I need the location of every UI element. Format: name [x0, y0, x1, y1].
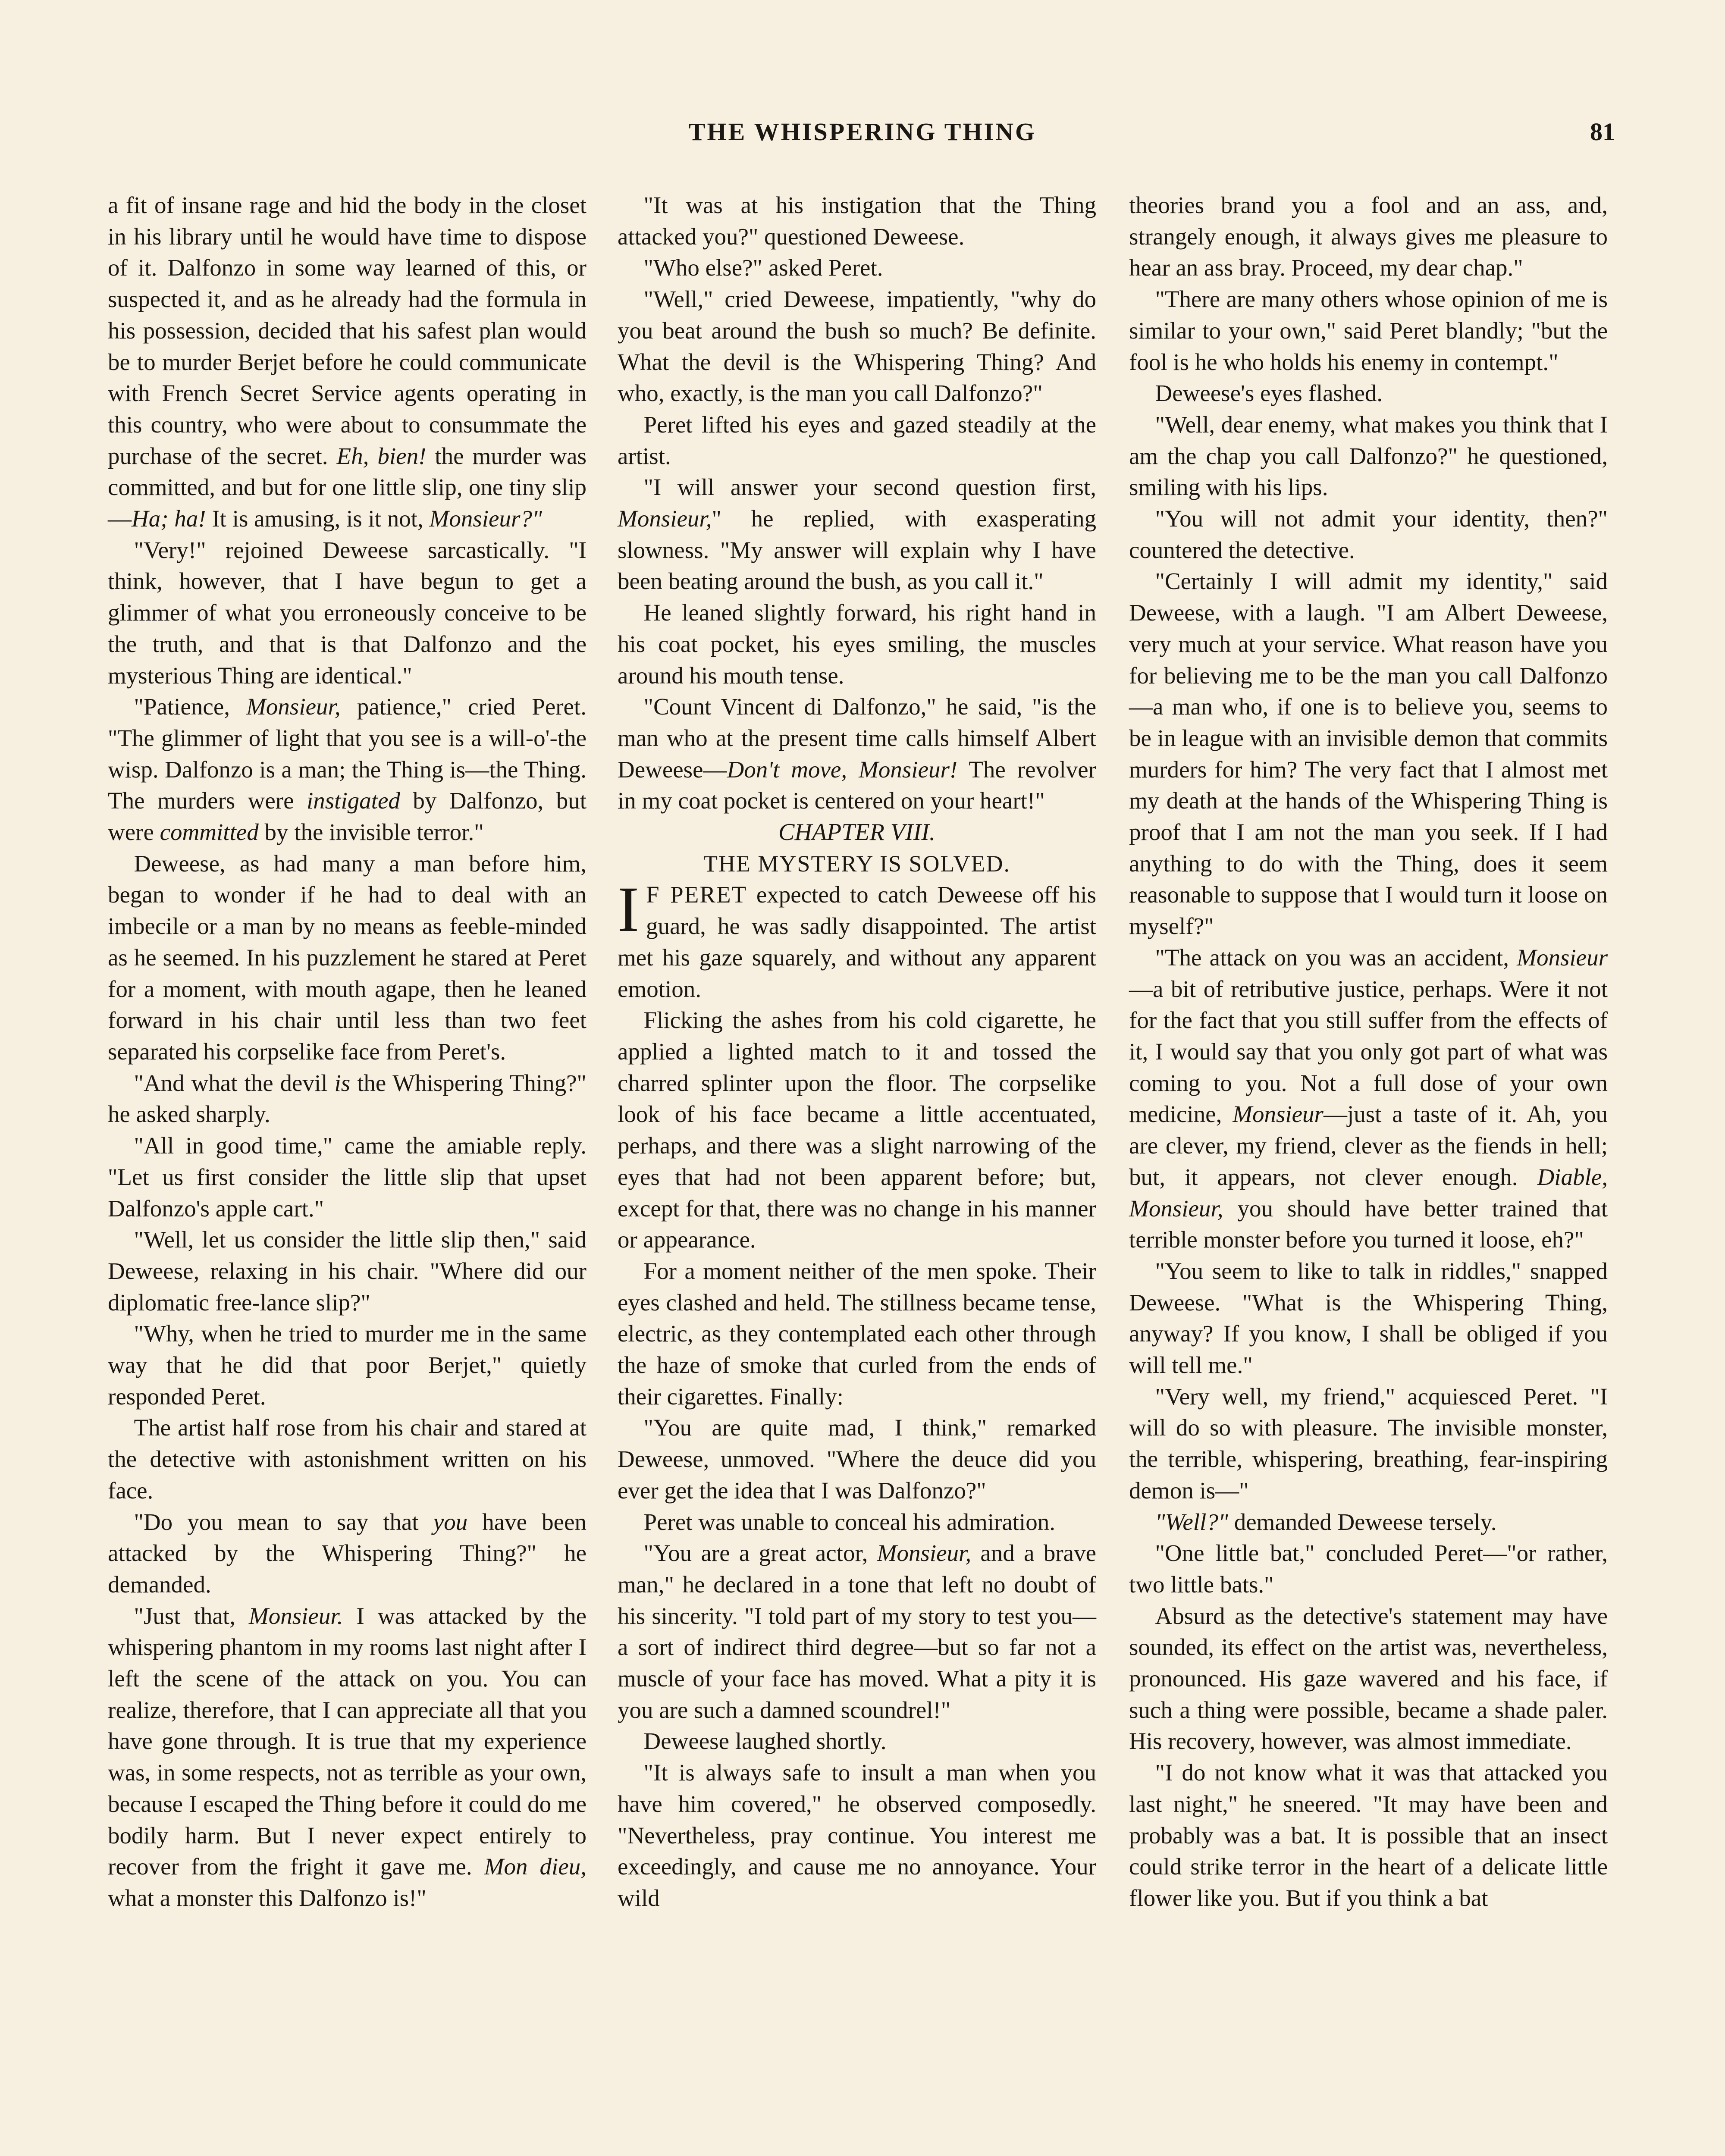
paragraph: Deweese laughed shortly.	[643, 1728, 887, 1755]
paragraph: For a moment neither of the men spoke. Their eyes clashed and held. The stillness became tense, electric, as they contemplated each other through the haze of smoke that curled from the ends of their cigarettes. Finally:	[618, 1257, 1096, 1410]
chapter-title: THE MYSTERY IS SOLVED.	[703, 850, 1011, 877]
paragraph: The artist half rose from his chair and stared at the detective with astonishment written on his face.	[108, 1414, 586, 1504]
paragraph: "You will not admit your identity, then?" countered the detective.	[1129, 505, 1608, 563]
paragraph: a fit of insane rage and hid the body in the closet in his library until he would have time to dispose of it. Dalfonzo in some way learned of this, or suspected it, and as he already had the formula in his possession, decided that his safest plan would be to murder Berjet before he could communicate with French Secret Service agents operating in this country, who were about to consummate the purchase of the secret. Eh, bien! the murder was committed, and but for one little slip, one tiny slip—Ha; ha! It is amusing, is it not, Monsieur?"	[108, 192, 586, 532]
paragraph: "Why, when he tried to murder me in the same way that he did that poor Berjet," quietly responded Peret.	[108, 1320, 586, 1410]
paragraph: "Certainly I will admit my identity," said Deweese, with a laugh. "I am Albert Deweese, very much at your service. What reason have you for believing me to be the man you call Dalfonzo—a man who, if one is to believe you, seems to be in league with an invisible demon that commits murders for him? The very fact that I almost met my death at the hands of the Whispering Thing is proof that I am not the man you seek. If I had anything to do with the Thing, does it seem reasonable to suppose that I would turn it loose on myself?"	[1129, 568, 1608, 940]
drop-cap: I	[618, 874, 639, 946]
paragraph: I F PERET expected to catch Deweese off his guard, he was sadly disappointed. The artist met his gaze squarely, and without any apparent emotion.	[618, 874, 1096, 1002]
paragraph: "I do not know what it was that attacked you last night," he sneered. "It may have been and probably was a bat. It is possible that an insect could strike terror in the heart of a delicate little flower like you. But if you think a bat	[1129, 1759, 1608, 1911]
paragraph: "Who else?" asked Peret.	[643, 254, 883, 281]
paragraph: "You are a great actor, Monsieur, and a brave man," he declared in a tone that left no doubt of his sincerity. "I told part of my story to test you—a sort of indirect third degree—but so far not a muscle of your face has moved. What a pity it is you are such a damned scoundrel!"	[618, 1540, 1097, 1723]
paragraph: "The attack on you was an accident, Monsieur—a bit of retributive justice, perhaps. Were it not for the fact that you still suffer from the effects of it, I would say that you only got part of what was coming to you. Not a full dose of your own medicine, Monsieur—just a taste of it. Ah, you are clever, my friend, clever as the fiends in hell; but, it appears, not clever enough. Diable, Monsieur, you should have better trained that terrible monster before you turned it loose, eh?"	[1129, 944, 1608, 1253]
paragraph: "Well, dear enemy, what makes you think that I am the chap you call Dalfonzo?" he questioned, smiling with his lips.	[1129, 411, 1608, 501]
paragraph: "Do you mean to say that you have been attacked by the Whispering Thing?" he demanded.	[108, 1508, 586, 1598]
paragraph: "And what the devil is the Whispering Thing?" he asked sharply.	[108, 1069, 586, 1128]
paragraph: He leaned slightly forward, his right hand in his coat pocket, his eyes smiling, the muscles around his mouth tense.	[618, 599, 1096, 689]
paragraph: "Count Vincent di Dalfonzo," he said, "is the man who at the present time calls himself Albert Deweese—Don't move, Monsieur! The revolver in my coat pocket is centered on your heart!"	[618, 693, 1096, 814]
text-column-3	[1129, 190, 1608, 1914]
paragraph: "Well, let us consider the little slip then," said Deweese, relaxing in his chair. "Where did our diplomatic free-lance slip?"	[108, 1226, 586, 1316]
paragraph: theories brand you a fool and an ass, and, strangely enough, it always gives me pleasure to hear an ass bray. Proceed, my dear chap."	[1129, 192, 1608, 281]
paragraph: "Patience, Monsieur, patience," cried Peret. "The glimmer of light that you see is a will-o'-the wisp. Dalfonzo is a man; the Thing is—the Thing. The murders were instigated by Dalfonzo, but were committed by the invisible terror."	[108, 693, 586, 846]
chapter-number: CHAPTER VIII.	[778, 819, 935, 846]
page-number: 81	[1590, 118, 1615, 146]
paragraph: "Just that, Monsieur. I was attacked by the whispering phantom in my rooms last night after I left the scene of the attack on you. You can realize, therefore, that I can appreciate all that you have gone through. It is true that my experience was, in some respects, not as terrible as your own, because I escaped the Thing before it could do me bodily harm. But I never expect entirely to recover from the fright it gave me. Mon dieu, what a monster this Dalfonzo is!"	[108, 1602, 586, 1911]
paragraph: Deweese, as had many a man before him, began to wonder if he had to deal with an imbecile or a man by no means as feeble-minded as he seemed. In his puzzlement he stared at Peret for a moment, with mouth agape, then he leaned forward in his chair until less than two feet separated his corpselike face from Peret's.	[108, 850, 586, 1065]
paragraph: "It was at his instigation that the Thing attacked you?" questioned Deweese.	[618, 192, 1096, 250]
paragraph: Peret lifted his eyes and gazed steadily at the artist.	[618, 411, 1096, 469]
paragraph: "All in good time," came the amiable reply. "Let us first consider the little slip that upset Dalfonzo's apple cart."	[108, 1132, 586, 1222]
paragraph: "Well," cried Deweese, impatiently, "why do you beat around the bush so much? Be definite. What the devil is the Whispering Thing? And who, exactly, is the man you call Dalfonzo?"	[618, 286, 1096, 407]
paragraph: Deweese's eyes flashed.	[1155, 380, 1383, 407]
paragraph: Peret was unable to conceal his admiration.	[643, 1508, 1056, 1535]
paragraph: "Very!" rejoined Deweese sarcastically. "I think, however, that I have begun to get a glimmer of what you erroneously conceive to be the truth, and that is that Dalfonzo and the mysterious Thing are identical."	[108, 536, 586, 689]
paragraph: "It is always safe to insult a man when you have him covered," he observed composedly. "Nevertheless, pray continue. You interest me exceedingly, and cause me no annoyance. Your wild	[618, 1759, 1096, 1911]
paragraph: "You are quite mad, I think," remarked Deweese, unmoved. "Where the deuce did you ever get the idea that I was Dalfonzo?"	[618, 1414, 1096, 1504]
text-column-1	[108, 190, 586, 1914]
paragraph: "You seem to like to talk in riddles," snapped Deweese. "What is the Whispering Thing, anyway? If you know, I shall be obliged if you will tell me."	[1129, 1257, 1608, 1379]
paragraph: "Well?" demanded Deweese tersely.	[1155, 1508, 1497, 1535]
text-column-2	[618, 190, 1096, 1914]
paragraph: "One little bat," concluded Peret—"or rather, two little bats."	[1129, 1540, 1608, 1598]
paragraph: Absurd as the detective's statement may have sounded, its effect on the artist was, nevertheless, pronounced. His gaze wavered and his face, if such a thing were possible, became a shade paler. His recovery, however, was almost immediate.	[1129, 1602, 1608, 1755]
paragraph: "I will answer your second question first, Monsieur," he replied, with exasperating slowness. "My answer will explain why I have been beating around the bush, as you call it."	[618, 474, 1096, 595]
paragraph: "Very well, my friend," acquiesced Peret. "I will do so with pleasure. The invisible monster, the terrible, whispering, breathing, fear-inspiring demon is—"	[1129, 1383, 1608, 1504]
paragraph: "There are many others whose opinion of me is similar to your own," said Peret blandly; "but the fool is he who holds his enemy in contempt."	[1129, 286, 1608, 375]
running-title: THE WHISPERING THING	[688, 118, 1037, 146]
page-header	[0, 117, 1725, 160]
paragraph: Flicking the ashes from his cold cigarette, he applied a lighted match to it and tossed the charred splinter upon the floor. The corpselike look of his face became a little accentuated, perhaps, and there was a slight narrowing of the eyes that had not been apparent before; but, except for that, there was no change in his manner or appearance.	[618, 1007, 1096, 1253]
